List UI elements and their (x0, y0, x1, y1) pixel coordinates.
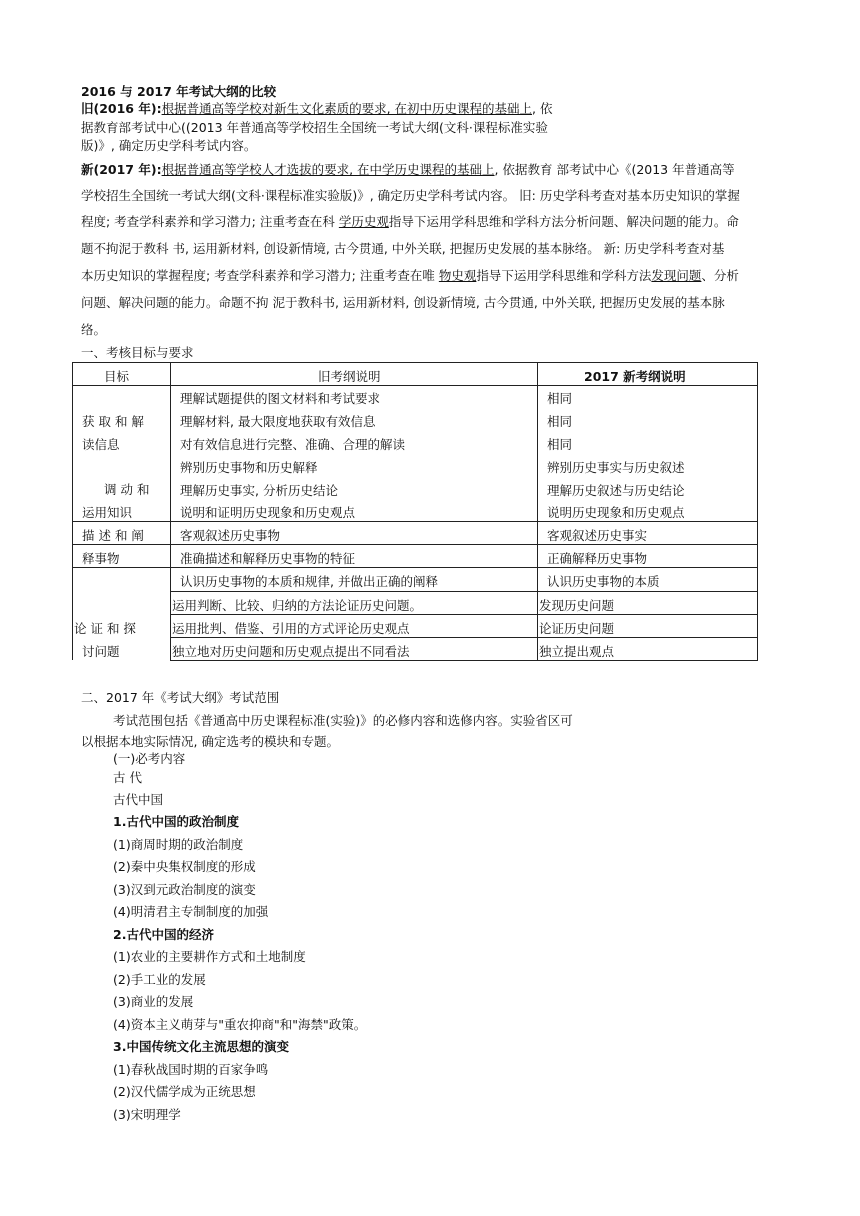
outline-item: (3)汉到元政治制度的演变 (113, 882, 256, 897)
old-requirement: 理解材料, 最大限度地获取有效信息 (180, 414, 376, 429)
new-requirement: 论证历史问题 (539, 621, 615, 636)
new-requirement: 客观叙述历史事实 (547, 528, 648, 543)
outline-item: 古 代 (113, 770, 142, 785)
outline-item: (4)资本主义萌芽与"重农抑商"和"海禁"政策。 (113, 1017, 367, 1032)
outline-item: (2)汉代儒学成为正统思想 (113, 1084, 256, 1099)
old-requirement: 客观叙述历史事物 (180, 528, 281, 543)
outline-item: (1)农业的主要耕作方式和土地制度 (113, 949, 306, 964)
old-outline-line2: 据教育部考试中心((2013 年普通高等学校招生全国统一考试大纲(文科·课程标准实验 (81, 120, 548, 135)
new-outline-line3 (81, 212, 739, 230)
text-span: 、分析 (701, 268, 739, 283)
section2-heading: 二、2017 年《考试大纲》考试范围 (81, 690, 280, 705)
new-rest: , 依据教育 部考试中心《(2013 年普通高等 (494, 162, 735, 177)
outline-item: (1)春秋战国时期的百家争鸣 (113, 1062, 269, 1077)
table-header-old: 旧考纲说明 (318, 369, 381, 384)
goal-label: 论 证 和 探 (74, 621, 136, 636)
section1-heading: 一、考核目标与要求 (81, 345, 194, 360)
goal-label: 运用知识 (82, 505, 133, 520)
outline-item: (一)必考内容 (113, 751, 186, 766)
outline-item: (3)宋明理学 (113, 1107, 181, 1122)
outline-item: 2.古代中国的经济 (113, 927, 214, 942)
text-span: 程度; 考查学科素养和学习潜力; 注重考查在科 (81, 214, 339, 229)
old-rest: , 依 (532, 101, 553, 116)
old-prefix: 旧(2016 年): (81, 101, 162, 116)
new-outline-line7: 络。 (81, 322, 107, 337)
text-span: 指导下运用学科思维和学科方法分析问题、解决问题的能力。命 (388, 214, 739, 229)
new-requirement: 认识历史事物的本质 (547, 574, 660, 589)
goal-label: 读信息 (82, 437, 120, 452)
goal-label: 获 取 和 解 (82, 414, 144, 429)
outline-item: (2)秦中央集权制度的形成 (113, 859, 256, 874)
doc-title: 2016 与 2017 年考试大纲的比较 (81, 84, 277, 99)
table-header-new: 2017 新考纲说明 (584, 369, 686, 384)
outline-item: (1)商周时期的政治制度 (113, 837, 244, 852)
old-requirement: 认识历史事物的本质和规律, 并做出正确的阐释 (180, 574, 438, 589)
old-outline-line1 (81, 99, 552, 117)
new-outline-line4: 题不拘泥于教科 书, 运用新材料, 创设新情境, 古今贯通, 中外关联, 把握历史发展的基本脉络。 新: 历史学科考查对基 (81, 241, 725, 256)
old-requirement: 辨别历史事物和历史解释 (180, 460, 318, 475)
old-requirement: 运用批判、借鉴、引用的方式评论历史观点 (172, 621, 410, 636)
scope-paragraph-line1: 考试范围包括《普通高中历史课程标准(实验)》的必修内容和选修内容。实验省区可 (113, 713, 573, 728)
old-requirement: 独立地对历史问题和历史观点提出不同看法 (172, 644, 410, 659)
new-requirement: 发现历史问题 (539, 598, 615, 613)
old-requirement: 运用判断、比较、归纳的方法论证历史问题。 (172, 598, 423, 613)
new-requirement: 正确解释历史事物 (547, 551, 648, 566)
outline-item: (4)明清君主专制制度的加强 (113, 904, 269, 919)
new-outline-line6: 问题、解决问题的能力。命题不拘 泥于教科书, 运用新材料, 创设新情境, 古今贯通, 中外关联, 把握历史发展的基本脉 (81, 295, 725, 310)
goal-label: 调 动 和 (104, 482, 150, 497)
goal-label: 释事物 (82, 551, 120, 566)
new-outline-line2: 学校招生全国统一考试大纲(文科·课程标准实验版)》, 确定历史学科考试内容。 旧: 历史学科考查对基本历史知识的掌握 (81, 188, 740, 203)
new-outline-line1 (81, 160, 735, 178)
old-requirement: 说明和证明历史现象和历史观点 (180, 505, 356, 520)
new-requirement: 独立提出观点 (539, 644, 615, 659)
text-span: 本历史知识的掌握程度; 考查学科素养和学习潜力; 注重考查在唯 (81, 268, 439, 283)
scope-paragraph-line2: 以根据本地实际情况, 确定选考的模块和专题。 (81, 734, 339, 749)
old-requirement: 对有效信息进行完整、准确、合理的解读 (180, 437, 406, 452)
new-requirement: 相同 (547, 414, 573, 429)
outline-item: 3.中国传统文化主流思想的演变 (113, 1039, 289, 1054)
new-requirement: 相同 (547, 437, 573, 452)
old-requirement: 准确描述和解释历史事物的特征 (180, 551, 356, 566)
old-requirement: 理解历史事实, 分析历史结论 (180, 483, 338, 498)
old-underlined-text: 根据普通高等学校对新生文化素质的要求, 在初中历史课程的基础上 (161, 101, 533, 116)
underlined-span: 物史观 (438, 268, 477, 283)
outline-item: (2)手工业的发展 (113, 972, 206, 987)
outline-item: 1.古代中国的政治制度 (113, 814, 239, 829)
text-span: 指导下运用学科思维和学科方法 (476, 268, 652, 283)
new-underlined-text: 根据普通高等学校人才选拔的要求, 在中学历史课程的基础上 (161, 162, 495, 177)
outline-item: 古代中国 (113, 792, 164, 807)
table-header-goal: 目标 (104, 369, 130, 384)
new-requirement: 说明历史现象和历史观点 (547, 505, 685, 520)
goal-label: 描 述 和 阐 (82, 528, 144, 543)
goal-label: 讨问题 (82, 644, 120, 659)
new-requirement: 理解历史叙述与历史结论 (547, 483, 685, 498)
new-prefix: 新(2017 年): (81, 162, 162, 177)
old-outline-line3: 版)》, 确定历史学科考试内容。 (81, 138, 257, 153)
underlined-span: 学历史观 (338, 214, 389, 229)
new-requirement: 相同 (547, 391, 573, 406)
new-requirement: 辨别历史事实与历史叙述 (547, 460, 685, 475)
new-outline-line5 (81, 266, 739, 284)
outline-item: (3)商业的发展 (113, 994, 194, 1009)
old-requirement: 理解试题提供的图文材料和考试要求 (180, 391, 381, 406)
underlined-span: 发现问题 (651, 268, 702, 283)
